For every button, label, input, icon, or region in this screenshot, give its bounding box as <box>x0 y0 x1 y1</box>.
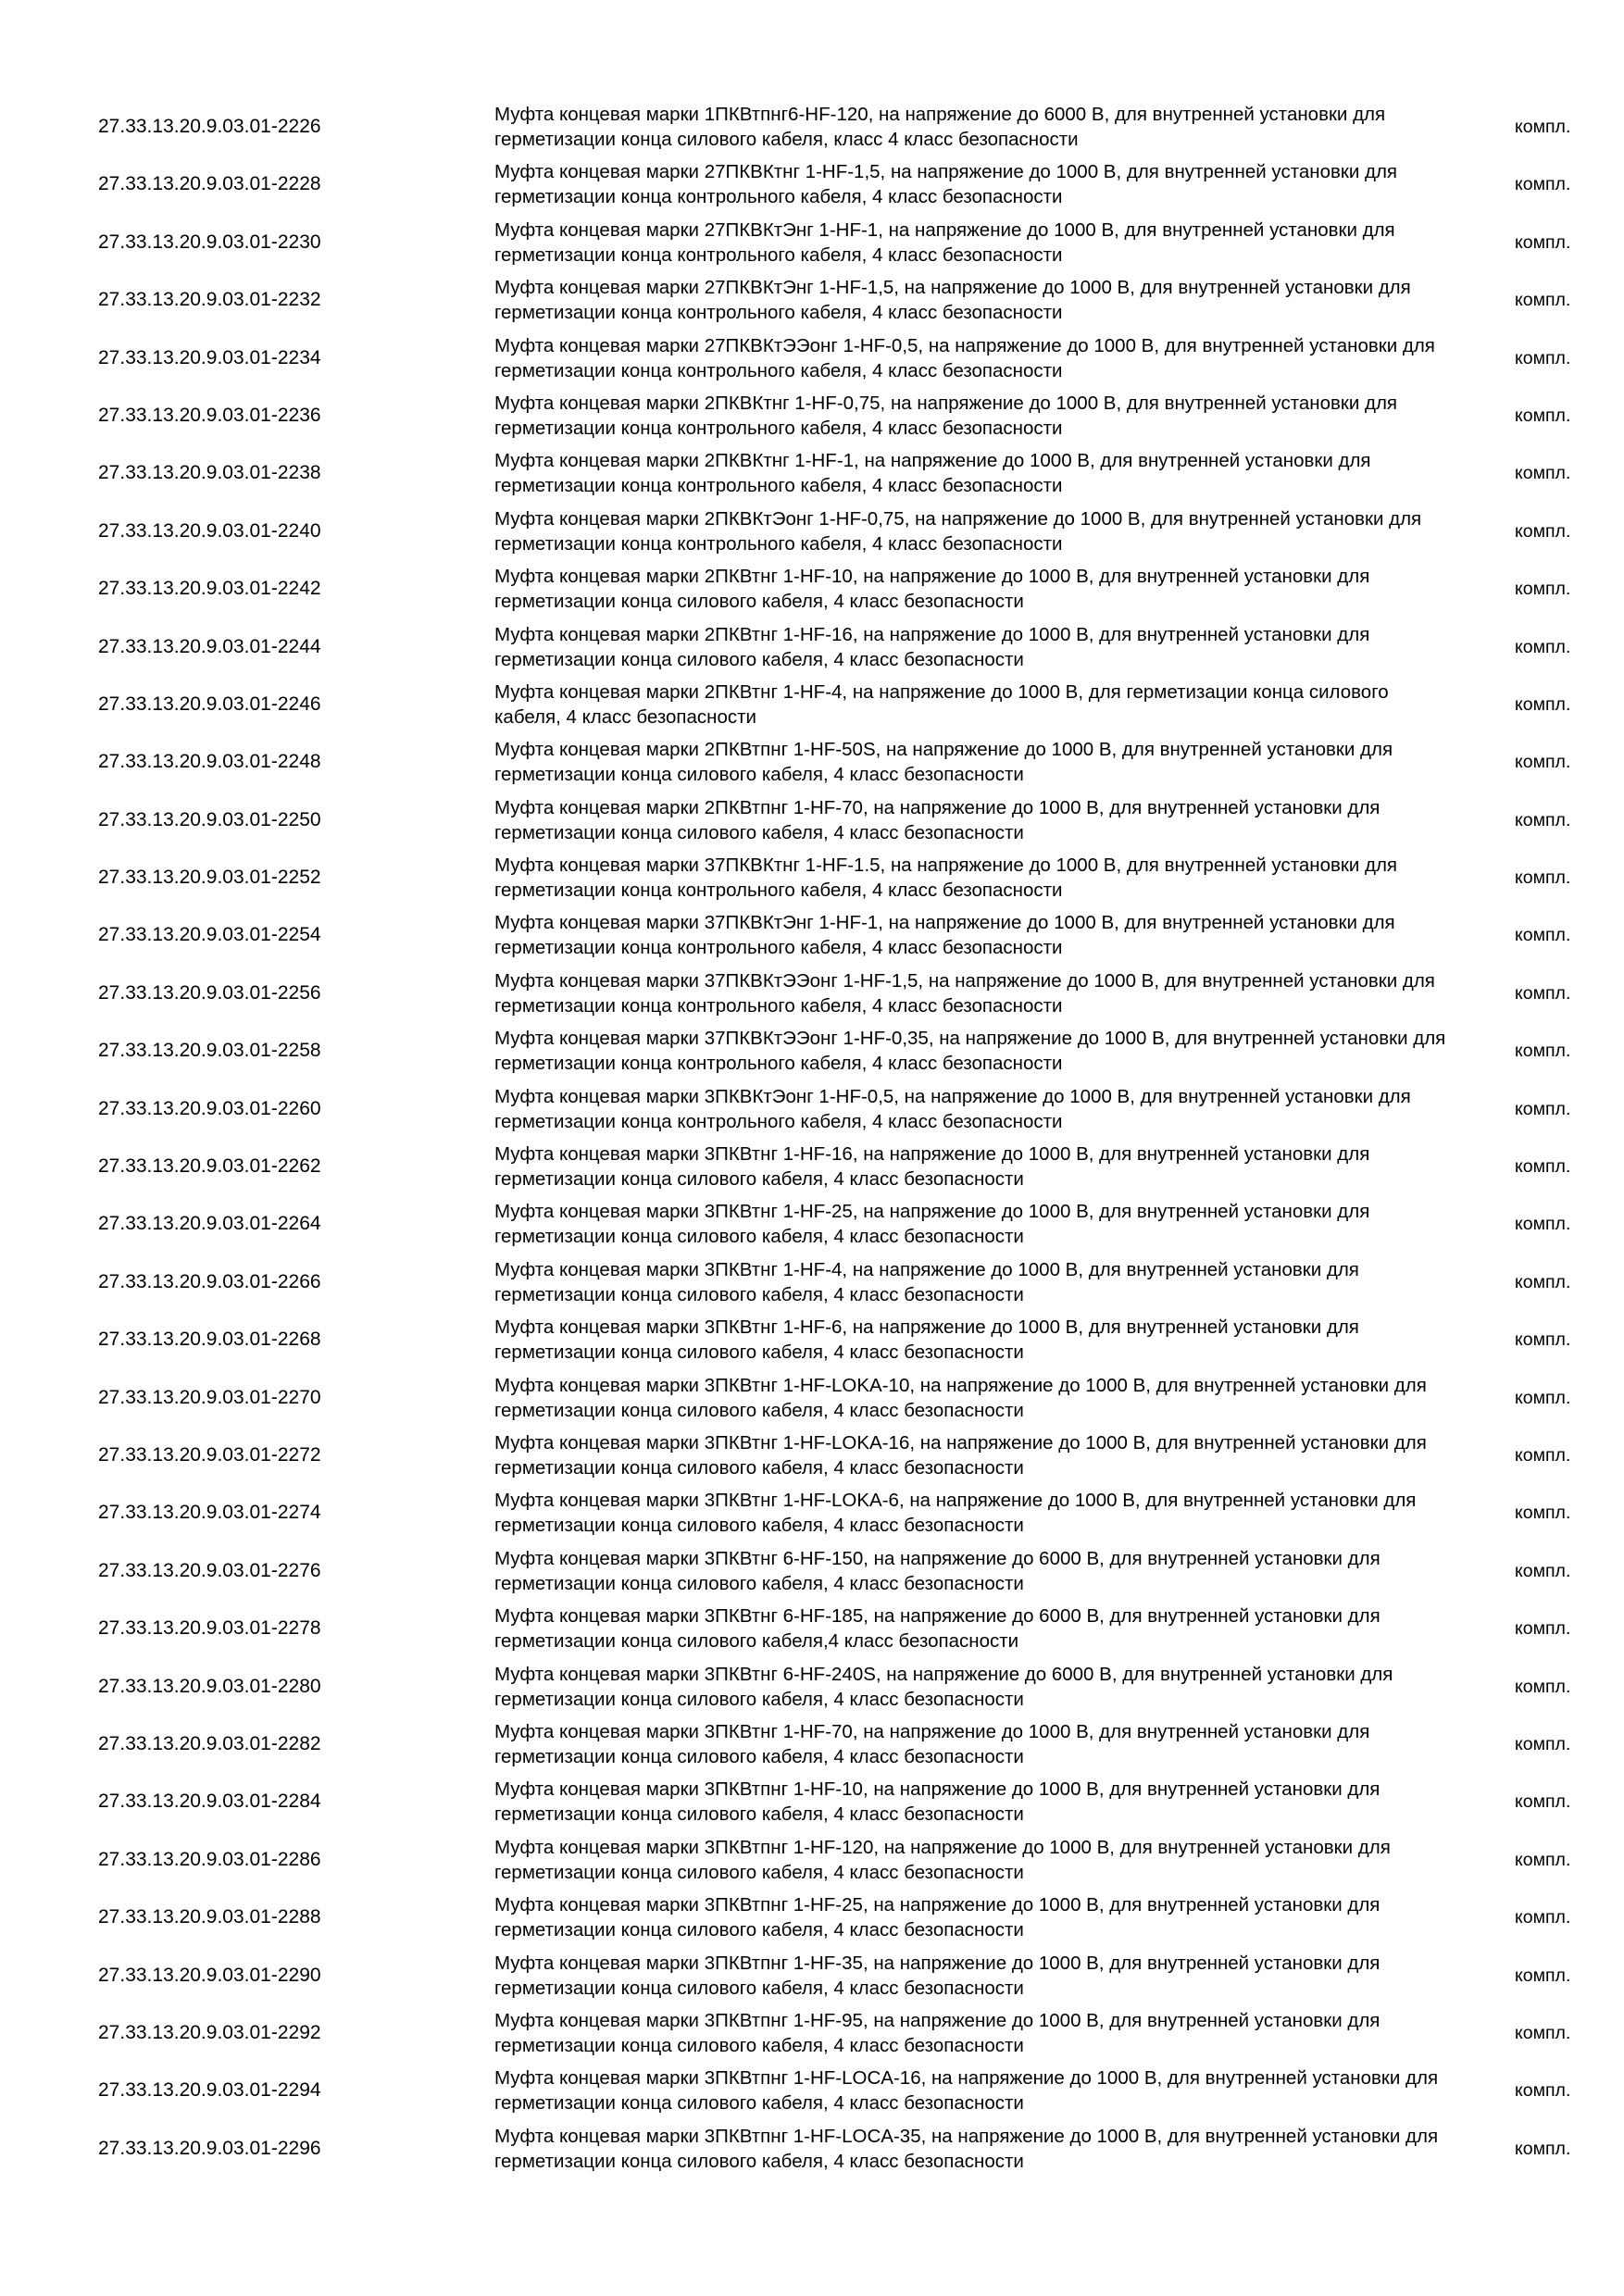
resource-description: Муфта концевая марки 27ПКВКтЭнг 1-HF-1,5, на напряжение до 1000 В, для внутренней установки для герметизации конца контрольного кабеля, 4 класс безопасности <box>494 277 1411 324</box>
resource-description: Муфта концевая марки 1ПКВтпнг6-HF-120, на напряжение до 6000 В, для внутренней установки для герметизации конца силового кабеля, класс 4 класс безопасности <box>494 104 1386 150</box>
resource-description: Муфта концевая марки 3ПКВтпнг 1-HF-LOCA-16, на напряжение до 1000 В, для внутренней установки для герметизации конца силового кабеля, 4 класс безопасности <box>494 2067 1439 2115</box>
resource-code: 27.33.13.20.9.03.01-2262 <box>98 1155 321 1178</box>
resource-description: Муфта концевая марки 3ПКВтнг 1-HF-6, на напряжение до 1000 В, для внутренней установки для герметизации конца силового кабеля, 4 класс безопасности <box>494 1316 1359 1364</box>
resource-description: Муфта концевая марки 3ПКВтнг 1-HF-4, на напряжение до 1000 В, для внутренней установки для герметизации конца силового кабеля, 4 класс безопасности <box>494 1258 1359 1305</box>
resource-description: Муфта концевая марки 3ПКВтнг 6-HF-240S, на напряжение до 6000 В, для внутренней установки для герметизации конца силового кабеля, 4 класс безопасности <box>494 1663 1393 1710</box>
table-row <box>0 676 1624 733</box>
table-row <box>0 1195 1624 1253</box>
resource-description: Муфта концевая марки 3ПКВтнг 1-HF-LOKA-6, на напряжение до 1000 В, для внутренней установки для герметизации конца силового кабеля, 4 класс безопасности <box>494 1490 1417 1537</box>
resource-code: 27.33.13.20.9.03.01-2258 <box>98 1040 321 1062</box>
unit-of-measure: компл. <box>1515 1098 1571 1119</box>
resource-code: 27.33.13.20.9.03.01-2242 <box>98 578 321 600</box>
unit-of-measure: компл. <box>1515 2080 1571 2102</box>
unit-of-measure: компл. <box>1515 1271 1571 1292</box>
resource-description: Муфта концевая марки 37ПКВКтнг 1-HF-1.5, на напряжение до 1000 В, для внутренней установки для герметизации конца контрольного кабеля, 4 класс безопасности <box>494 855 1398 902</box>
resource-description: Муфта концевая марки 2ПКВтпнг 1-HF-50S, на напряжение до 1000 В, для внутренней установки для герметизации конца силового кабеля, 4 класс безопасности <box>494 739 1393 786</box>
resource-description: Муфта концевая марки 2ПКВтнг 1-HF-16, на напряжение до 1000 В, для внутренней установки для герметизации конца силового кабеля, 4 класс безопасности <box>494 623 1370 670</box>
table-row <box>0 387 1624 444</box>
resource-code: 27.33.13.20.9.03.01-2286 <box>98 1848 321 1870</box>
resource-code: 27.33.13.20.9.03.01-2276 <box>98 1559 321 1581</box>
resource-code: 27.33.13.20.9.03.01-2256 <box>98 981 321 1004</box>
unit-of-measure: компл. <box>1515 174 1571 195</box>
unit-of-measure: компл. <box>1515 1214 1571 1235</box>
resource-description: Муфта концевая марки 2ПКВКтнг 1-HF-0,75, на напряжение до 1000 В, для внутренней установки для герметизации конца контрольного кабеля, 4 класс безопасности <box>494 392 1398 439</box>
resource-code: 27.33.13.20.9.03.01-2290 <box>98 1964 321 1986</box>
resource-description: Муфта концевая марки 2ПКВтпнг 1-HF-70, на напряжение до 1000 В, для внутренней установки для герметизации конца силового кабеля, 4 класс безопасности <box>494 796 1380 843</box>
unit-of-measure: компл. <box>1515 2022 1571 2043</box>
unit-of-measure: компл. <box>1515 579 1571 600</box>
table-row <box>0 1022 1624 1079</box>
table-row <box>0 2120 1624 2177</box>
resource-description: Муфта концевая марки 3ПКВтпнг 1-HF-95, на напряжение до 1000 В, для внутренней установки для герметизации конца силового кабеля, 4 класс безопасности <box>494 2009 1380 2056</box>
resource-code: 27.33.13.20.9.03.01-2284 <box>98 1791 321 1813</box>
unit-of-measure: компл. <box>1515 1041 1571 1062</box>
resource-code: 27.33.13.20.9.03.01-2268 <box>98 1329 321 1351</box>
resource-code: 27.33.13.20.9.03.01-2246 <box>98 693 321 715</box>
resource-code: 27.33.13.20.9.03.01-2272 <box>98 1443 321 1466</box>
table-row <box>0 1716 1624 1773</box>
resource-code: 27.33.13.20.9.03.01-2232 <box>98 289 321 311</box>
resource-code: 27.33.13.20.9.03.01-2266 <box>98 1270 321 1292</box>
resource-description: Муфта концевая марки 2ПКВтнг 1-HF-4, на напряжение до 1000 В, для герметизации конца силового кабеля, 4 класс безопасности <box>494 680 1389 728</box>
unit-of-measure: компл. <box>1515 347 1571 368</box>
resource-code: 27.33.13.20.9.03.01-2254 <box>98 924 321 946</box>
table-row <box>0 849 1624 906</box>
resource-description: Муфта концевая марки 2ПКВКтЭонг 1-HF-0,75, на напряжение до 1000 В, для внутренней установки для герметизации конца контрольного кабеля, 4 класс безопасности <box>494 507 1422 555</box>
resource-description: Муфта концевая марки 3ПКВтпнг 1-HF-10, на напряжение до 1000 В, для внутренней установки для герметизации конца силового кабеля, 4 класс безопасности <box>494 1778 1380 1826</box>
resource-description: Муфта концевая марки 3ПКВтпнг 1-HF-35, на напряжение до 1000 В, для внутренней установки для герметизации конца силового кабеля, 4 класс безопасности <box>494 1952 1380 1999</box>
resource-code: 27.33.13.20.9.03.01-2280 <box>98 1675 321 1697</box>
unit-of-measure: компл. <box>1515 1387 1571 1408</box>
resource-code: 27.33.13.20.9.03.01-2234 <box>98 346 321 368</box>
resource-code: 27.33.13.20.9.03.01-2238 <box>98 462 321 484</box>
table-row <box>0 1369 1624 1427</box>
resource-description: Муфта концевая марки 3ПКВтнг 1-HF-70, на напряжение до 1000 В, для внутренней установки для герметизации конца силового кабеля, 4 класс безопасности <box>494 1720 1370 1767</box>
resource-code: 27.33.13.20.9.03.01-2244 <box>98 635 321 657</box>
resource-description: Муфта концевая марки 3ПКВтнг 1-HF-LOKA-10, на напряжение до 1000 В, для внутренней установки для герметизации конца силового кабеля, 4 класс безопасности <box>494 1374 1427 1421</box>
table-row <box>0 1138 1624 1195</box>
resource-description: Муфта концевая марки 3ПКВтнг 1-HF-16, на напряжение до 1000 В, для внутренней установки для герметизации конца силового кабеля, 4 класс безопасности <box>494 1143 1370 1191</box>
resource-description: Муфта концевая марки 3ПКВКтЭонг 1-HF-0,5, на напряжение до 1000 В, для внутренней установки для герметизации конца контрольного кабеля, 4 класс безопасности <box>494 1085 1411 1132</box>
resource-description: Муфта концевая марки 2ПКВКтнг 1-HF-1, на напряжение до 1000 В, для внутренней установки для герметизации конца контрольного кабеля, 4 класс безопасности <box>494 450 1371 497</box>
resource-description: Муфта концевая марки 3ПКВтнг 1-HF-LOKA-16, на напряжение до 1000 В, для внутренней установки для герметизации конца силового кабеля, 4 класс безопасности <box>494 1431 1427 1479</box>
unit-of-measure: компл. <box>1515 290 1571 311</box>
table-row <box>0 792 1624 849</box>
resource-code: 27.33.13.20.9.03.01-2252 <box>98 867 321 889</box>
unit-of-measure: компл. <box>1515 1733 1571 1754</box>
table-row <box>0 2062 1624 2119</box>
table-row <box>0 1542 1624 1600</box>
resource-code: 27.33.13.20.9.03.01-2226 <box>98 116 321 137</box>
resource-code: 27.33.13.20.9.03.01-2282 <box>98 1732 321 1754</box>
resource-code: 27.33.13.20.9.03.01-2292 <box>98 2021 321 2043</box>
unit-of-measure: компл. <box>1515 463 1571 484</box>
resource-code: 27.33.13.20.9.03.01-2260 <box>98 1097 321 1119</box>
table-row <box>0 1773 1624 1830</box>
resource-description: Муфта концевая марки 3ПКВтпнг 1-HF-25, на напряжение до 1000 В, для внутренней установки для герметизации конца силового кабеля, 4 класс безопасности <box>494 1894 1380 1941</box>
unit-of-measure: компл. <box>1515 520 1571 542</box>
table-row <box>0 1080 1624 1138</box>
resource-description: Муфта концевая марки 3ПКВтнг 6-HF-150, на напряжение до 6000 В, для внутренней установки для герметизации конца силового кабеля, 4 класс безопасности <box>494 1547 1380 1594</box>
resource-code: 27.33.13.20.9.03.01-2296 <box>98 2137 321 2159</box>
table-row <box>0 560 1624 618</box>
resource-description: Муфта концевая марки 3ПКВтпнг 1-HF-LOCA-35, на напряжение до 1000 В, для внутренней установки для герметизации конца силового кабеля, 4 класс безопасности <box>494 2125 1439 2172</box>
resource-code: 27.33.13.20.9.03.01-2230 <box>98 231 321 253</box>
unit-of-measure: компл. <box>1515 867 1571 889</box>
table-row <box>0 618 1624 676</box>
resource-code: 27.33.13.20.9.03.01-2264 <box>98 1213 321 1235</box>
unit-of-measure: компл. <box>1515 982 1571 1004</box>
unit-of-measure: компл. <box>1515 1618 1571 1640</box>
resource-description: Муфта концевая марки 3ПКВтнг 6-HF-185, на напряжение до 6000 В, для внутренней установки для герметизации конца силового кабеля,4 класс безопасности <box>494 1605 1380 1653</box>
resource-description: Муфта концевая марки 27ПКВКтЭЭонг 1-HF-0,5, на напряжение до 1000 В, для внутренней установки для герметизации конца контрольного кабеля, 4 класс безопасности <box>494 334 1435 381</box>
unit-of-measure: компл. <box>1515 1444 1571 1466</box>
table-row <box>0 503 1624 560</box>
unit-of-measure: компл. <box>1515 1965 1571 1986</box>
table-row <box>0 1947 1624 2004</box>
resource-table <box>0 98 1624 2177</box>
resource-code: 27.33.13.20.9.03.01-2274 <box>98 1502 321 1524</box>
table-row <box>0 1831 1624 1889</box>
unit-of-measure: компл. <box>1515 636 1571 657</box>
table-row <box>0 271 1624 329</box>
unit-of-measure: компл. <box>1515 1791 1571 1813</box>
table-row <box>0 1484 1624 1541</box>
unit-of-measure: компл. <box>1515 1503 1571 1524</box>
resource-code: 27.33.13.20.9.03.01-2248 <box>98 751 321 773</box>
table-row <box>0 1427 1624 1484</box>
resource-description: Муфта концевая марки 37ПКВКтЭЭонг 1-HF-0,35, на напряжение до 1000 В, для внутренней установки для герметизации конца контрольного кабеля, 4 класс безопасности <box>494 1028 1446 1075</box>
resource-description: Муфта концевая марки 2ПКВтнг 1-HF-10, на напряжение до 1000 В, для внутренней установки для герметизации конца силового кабеля, 4 класс безопасности <box>494 566 1370 613</box>
resource-description: Муфта концевая марки 27ПКВКтнг 1-HF-1,5, на напряжение до 1000 В, для внутренней установки для герметизации конца контрольного кабеля, 4 класс безопасности <box>494 161 1398 208</box>
table-row <box>0 2004 1624 2062</box>
table-row <box>0 1254 1624 1311</box>
unit-of-measure: компл. <box>1515 925 1571 946</box>
unit-of-measure: компл. <box>1515 693 1571 715</box>
resource-description: Муфта концевая марки 3ПКВтпнг 1-HF-120, на напряжение до 1000 В, для внутренней установки для герметизации конца силового кабеля, 4 класс безопасности <box>494 1836 1391 1883</box>
resource-code: 27.33.13.20.9.03.01-2250 <box>98 808 321 830</box>
table-row <box>0 906 1624 964</box>
unit-of-measure: компл. <box>1515 809 1571 830</box>
resource-code: 27.33.13.20.9.03.01-2278 <box>98 1617 321 1640</box>
resource-description: Муфта концевая марки 27ПКВКтЭнг 1-HF-1, на напряжение до 1000 В, для внутренней установки для герметизации конца контрольного кабеля, 4 класс безопасности <box>494 218 1395 266</box>
resource-code: 27.33.13.20.9.03.01-2294 <box>98 2079 321 2102</box>
table-row <box>0 733 1624 791</box>
resource-code: 27.33.13.20.9.03.01-2228 <box>98 173 321 195</box>
unit-of-measure: компл. <box>1515 1329 1571 1351</box>
table-row <box>0 156 1624 213</box>
table-row <box>0 1889 1624 1946</box>
unit-of-measure: компл. <box>1515 2138 1571 2159</box>
unit-of-measure: компл. <box>1515 117 1571 137</box>
table-row <box>0 98 1624 156</box>
unit-of-measure: компл. <box>1515 231 1571 253</box>
table-row <box>0 965 1624 1022</box>
unit-of-measure: компл. <box>1515 752 1571 773</box>
unit-of-measure: компл. <box>1515 1849 1571 1870</box>
resource-code: 27.33.13.20.9.03.01-2240 <box>98 519 321 542</box>
table-row <box>0 214 1624 271</box>
unit-of-measure: компл. <box>1515 1907 1571 1928</box>
table-row <box>0 444 1624 502</box>
table-row <box>0 330 1624 387</box>
table-row <box>0 1311 1624 1368</box>
unit-of-measure: компл. <box>1515 1560 1571 1581</box>
resource-description: Муфта концевая марки 37ПКВКтЭнг 1-HF-1, на напряжение до 1000 В, для внутренней установки для герметизации конца контрольного кабеля, 4 класс безопасности <box>494 912 1395 959</box>
unit-of-measure: компл. <box>1515 1156 1571 1178</box>
unit-of-measure: компл. <box>1515 1676 1571 1697</box>
resource-code: 27.33.13.20.9.03.01-2236 <box>98 404 321 426</box>
resource-description: Муфта концевая марки 3ПКВтнг 1-HF-25, на напряжение до 1000 В, для внутренней установки для герметизации конца силового кабеля, 4 класс безопасности <box>494 1201 1370 1248</box>
table-row <box>0 1600 1624 1657</box>
resource-description: Муфта концевая марки 37ПКВКтЭЭонг 1-HF-1,5, на напряжение до 1000 В, для внутренней установки для герметизации конца контрольного кабеля, 4 класс безопасности <box>494 969 1435 1017</box>
resource-code: 27.33.13.20.9.03.01-2288 <box>98 1906 321 1928</box>
resource-code: 27.33.13.20.9.03.01-2270 <box>98 1386 321 1408</box>
table-row <box>0 1658 1624 1716</box>
unit-of-measure: компл. <box>1515 405 1571 426</box>
